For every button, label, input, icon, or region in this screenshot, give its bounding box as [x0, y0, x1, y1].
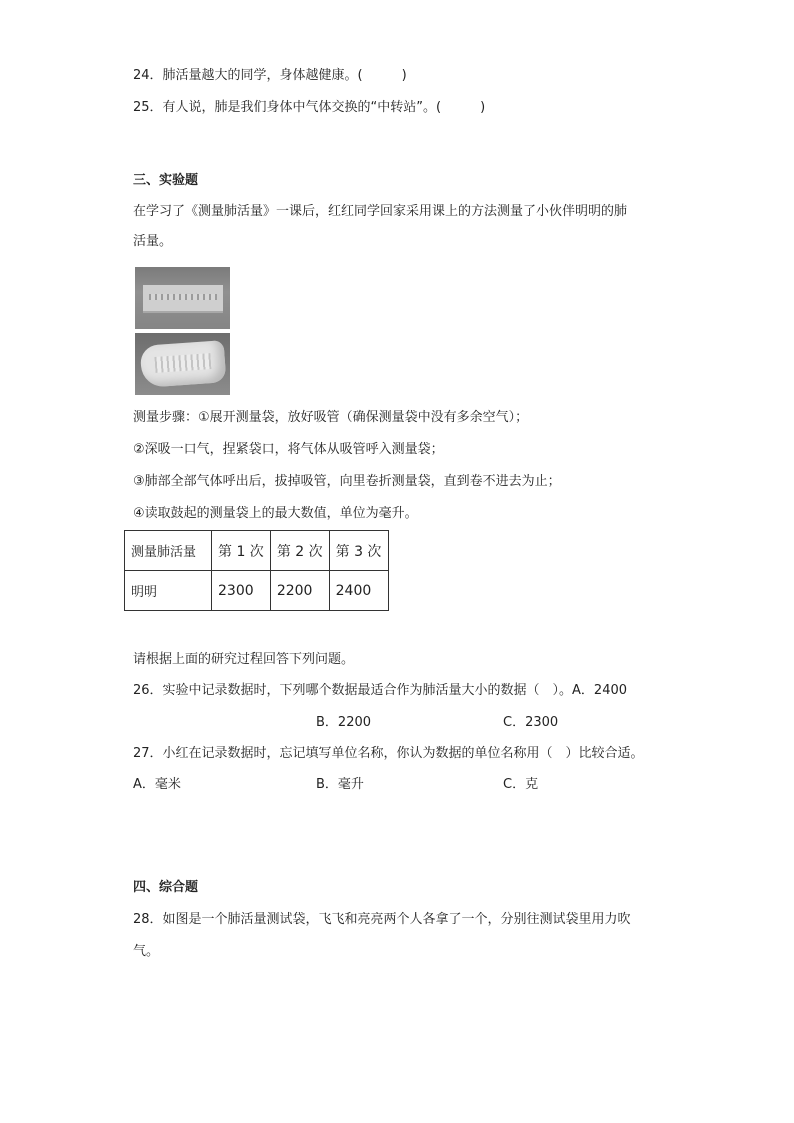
- question-28-line-2: 气。: [133, 944, 160, 959]
- intro-line-1: 在学习了《测量肺活量》一课后，红红同学回家采用课上的方法测量了小伙伴明明的肺: [133, 204, 628, 219]
- question-27-option-c: C．克: [503, 777, 539, 792]
- question-25: 25．有人说，肺是我们身体中气体交换的“中转站”。( ): [133, 100, 486, 115]
- question-26-option-b: B．2200: [316, 715, 372, 730]
- table-cell-value: 2400: [329, 571, 388, 611]
- section-heading-experiment: 三、实验题: [133, 173, 199, 188]
- step-1: 测量步骤：①展开测量袋，放好吸管（确保测量袋中没有多余空气）；: [133, 410, 529, 425]
- question-28-line-1: 28．如图是一个肺活量测试袋，飞飞和亮亮两个人各拿了一个，分别往测试袋里用力吹: [133, 912, 631, 927]
- table-header-row: [125, 531, 389, 571]
- step-3: ③肺部全部气体呼出后，拔掉吸管，向里卷折测量袋，直到卷不进去为止；: [133, 474, 561, 489]
- table-header-cell: 第 1 次: [212, 531, 271, 571]
- measuring-bag-inflated-photo: [135, 333, 230, 395]
- question-26-option-c: C．2300: [503, 715, 559, 730]
- table-row: [125, 571, 389, 611]
- measuring-bag-rolled-photo: [135, 267, 230, 329]
- prompt-text: 请根据上面的研究过程回答下列问题。: [133, 652, 355, 667]
- table-header-cell: 第 2 次: [270, 531, 329, 571]
- intro-line-2: 活量。: [133, 234, 173, 249]
- table-cell-name: 明明: [125, 571, 212, 611]
- question-27-option-a: A．毫米: [133, 777, 181, 792]
- step-2: ②深吸一口气，捏紧袋口，将气体从吸管呼入测量袋；: [133, 442, 444, 457]
- step-4: ④读取鼓起的测量袋上的最大数值，单位为毫升。: [133, 506, 418, 521]
- lung-capacity-table: [124, 530, 389, 611]
- question-27-option-b: B．毫升: [316, 777, 364, 792]
- question-26-stem: 26．实验中记录数据时，下列哪个数据最适合作为肺活量大小的数据（ ）。A．2400: [133, 683, 628, 698]
- table-cell-value: 2200: [270, 571, 329, 611]
- question-24: 24．肺活量越大的同学，身体越健康。( ): [133, 68, 407, 83]
- table-header-cell: 测量肺活量: [125, 531, 212, 571]
- question-27-stem: 27．小红在记录数据时，忘记填写单位名称，你认为数据的单位名称用（ ）比较合适。: [133, 746, 644, 761]
- table-header-cell: 第 3 次: [329, 531, 388, 571]
- table-cell-value: 2300: [212, 571, 271, 611]
- section-heading-comprehensive: 四、综合题: [133, 880, 199, 895]
